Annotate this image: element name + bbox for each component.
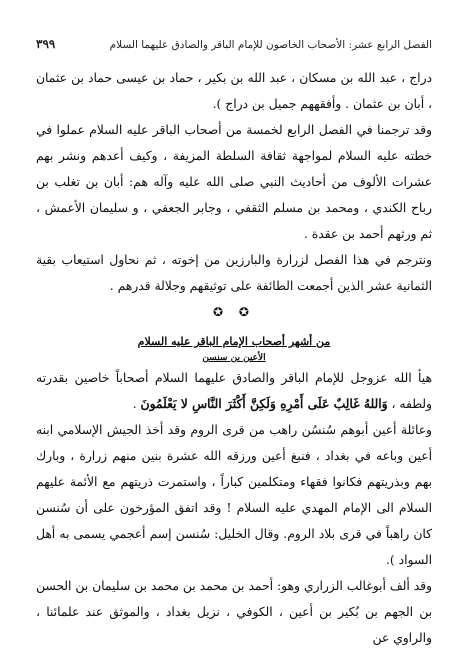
paragraph (36, 365, 432, 417)
paragraph-text: هيأ الله عزوجل للإمام الباقر والصادق عليهما السلام أصحاباً خاصين بقدرته ولطفه ، (36, 371, 432, 411)
page-body (36, 65, 432, 651)
subheading: الأعين بن سنسن (202, 353, 266, 363)
paragraph: وقد ترجمنا في الفصل الرابع لخمسة من أصحاب الباقر عليه السلام عملوا في خطته عليه السلام لمواجهة ثقافة السلطة المزيفة ، وكيف أعدهم ونشر بهم عشرات الألوف من أحاديث النبي صلى الله عليه وآله هم: أبان بن تغلب بن رباح الكندي ، ومحمد بن مسلم الثقفي ، وجابر الجعفي ، و سليمان الأعمش ، ثم ورثهم أحمد بن عقدة . (36, 123, 432, 241)
running-header (36, 36, 432, 53)
paragraph-text: . (132, 397, 141, 411)
quran-quote: وَاللهُ غَالِبٌ عَلَى أَمْرِهِ وَلَكِنَّ أَكْثَرَ النَّاسِ لا يَعْلَمُونَ (140, 396, 388, 411)
chapter-title: الفصل الرابع عشر: الأصحاب الخاصون للإمام الباقر والصادق عليهما السلام (109, 39, 432, 51)
section-heading: من أشهر أصحاب الإمام الباقر عليه السلام (137, 335, 331, 348)
ornament-divider: ✪ ✪ (213, 305, 255, 319)
paragraph (36, 417, 432, 573)
paragraph: دراج ، عبد الله بن مسكان ، عبد الله بن بكير ، حماد بن عيسى حماد بن عثمان ، أبان بن عثمان . وأفقههم جميل بن دراج ). (36, 71, 432, 111)
paragraph: ونترجم في هذا الفصل لزرارة والبارزين من إخوته ، ثم نحاول استيعاب بقية الثمانية عشر الذين أجمعت الطائفة على توثيقهم وجلالة قدرهم . (36, 253, 432, 293)
paragraph (36, 573, 432, 651)
paragraph-text: وقد ألف أبوغالب الزراري وهو: أحمد بن محمد بن محمد بن سليمان بن الحسن بن الجهم بن بُكير بن أعين ، الكوفي ، نزيل بغداد ، والموثق عند علمائنا ، والراوي عن (36, 579, 432, 645)
page-number: ٣٩٩ (36, 37, 56, 51)
paragraph-text: وعائلة أعين أبوهم سُنسُن راهب من قرى الروم وقد أخذ الجيش الإسلامي ابنه أعين وباعه في بغداد ، فنبغ أعين ورزقه الله عشرة بنين منهم زرارة ، وبارك بهم وبذريتهم فكانوا فقهاء ومتكلمين كباراً ، واستمرت ذريتهم مع الأئمة عليهم السلام الى الإمام المهدي عليه السلام ! وقد اتفق المؤرخون على أن سُنسن كان راهباً في قرى بلاد الروم. وقال الخليل: سُنسن إسم أعجمي يسمى به أهل السواد ). (36, 423, 432, 567)
